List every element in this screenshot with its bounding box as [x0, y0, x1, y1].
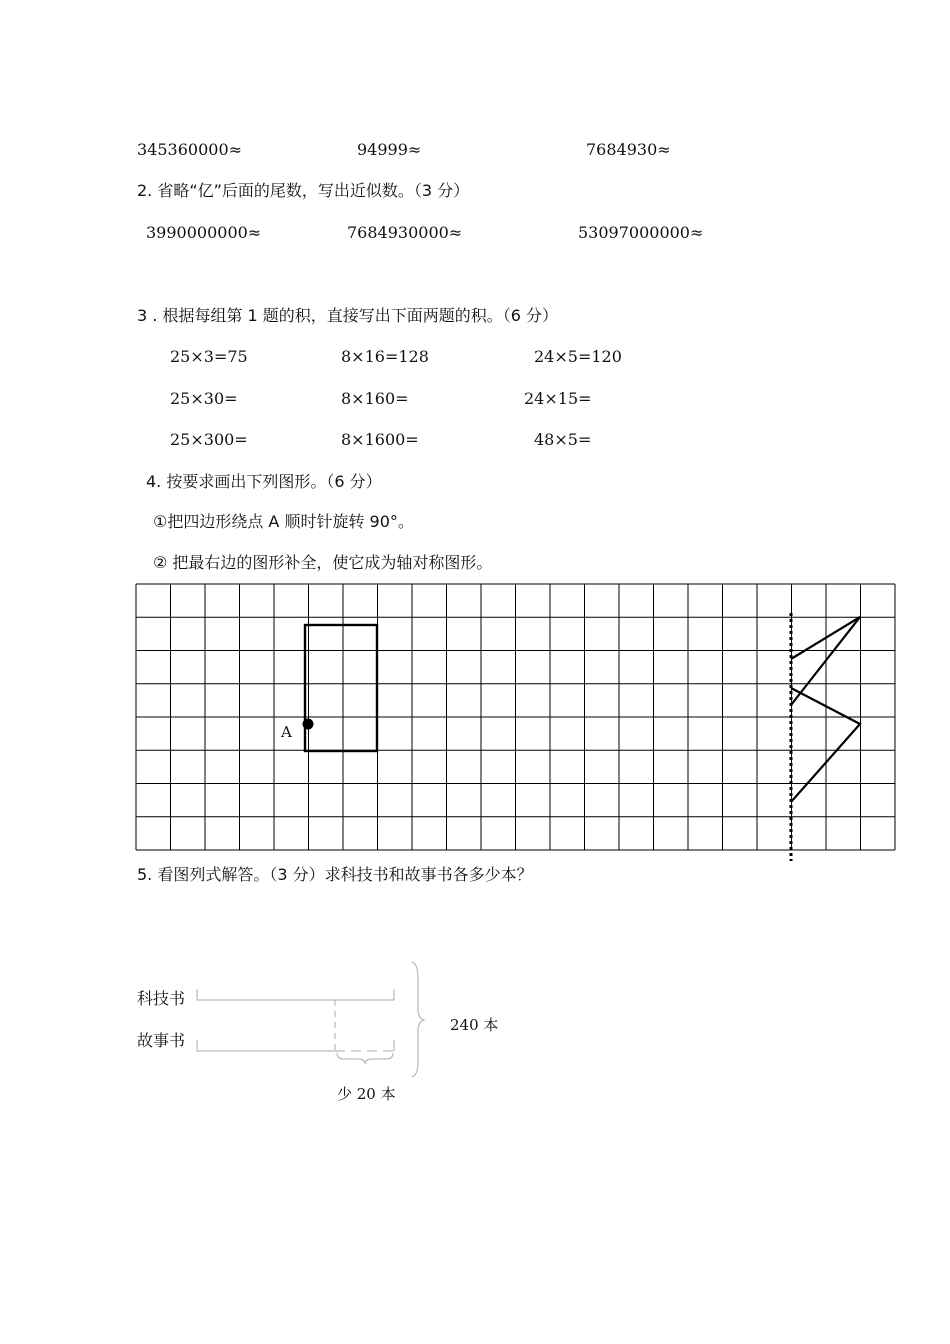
difference-label: 少 20 本	[337, 1085, 396, 1103]
q2-title: 2. 省略“亿”后面的尾数，写出近似数。（3 分）	[137, 181, 470, 200]
square-grid	[136, 584, 895, 850]
q4-task-rotate: ①把四边形绕点 A 顺时针旋转 90°。	[153, 512, 414, 531]
total-label: 240 本	[450, 1016, 499, 1034]
q5-title: 5. 看图列式解答。（3 分）求科技书和故事书各多少本？	[137, 865, 533, 884]
segment-diagram	[197, 962, 424, 1077]
q3-r2-c2: 8×160=	[341, 389, 409, 408]
q4-task-symmetry: ② 把最右边的图形补全，使它成为轴对称图形。	[153, 553, 493, 572]
point-a-label: A	[281, 723, 292, 741]
q2-item-1: 3990000000≈	[146, 223, 262, 242]
q3-r1-c1: 25×3=75	[170, 347, 248, 366]
quadrilateral-shape	[305, 625, 377, 751]
point-a	[303, 719, 314, 730]
story-book-label: 故事书	[137, 1031, 186, 1050]
q1-item-2: 94999≈	[357, 140, 422, 159]
science-book-segment	[197, 989, 394, 1000]
q3-r2-c3: 24×15=	[524, 389, 592, 408]
q2-item-2: 7684930000≈	[347, 223, 463, 242]
total-brace	[412, 962, 424, 1077]
q3-r2-c1: 25×30=	[170, 389, 238, 408]
q1-item-3: 7684930≈	[586, 140, 671, 159]
story-book-segment	[197, 1040, 335, 1051]
q2-item-3: 53097000000≈	[578, 223, 704, 242]
q3-r3-c3: 48×5=	[534, 430, 592, 449]
q3-title: 3 . 根据每组第 1 题的积，直接写出下面两题的积。（6 分）	[137, 306, 559, 325]
q4-title: 4. 按要求画出下列图形。（6 分）	[146, 472, 382, 491]
q3-r3-c1: 25×300=	[170, 430, 248, 449]
q3-r1-c2: 8×16=128	[341, 347, 429, 366]
q3-r3-c2: 8×1600=	[341, 430, 419, 449]
difference-brace	[337, 1053, 393, 1064]
science-book-label: 科技书	[137, 989, 186, 1008]
q3-r1-c3: 24×5=120	[534, 347, 622, 366]
q1-item-1: 345360000≈	[137, 140, 243, 159]
